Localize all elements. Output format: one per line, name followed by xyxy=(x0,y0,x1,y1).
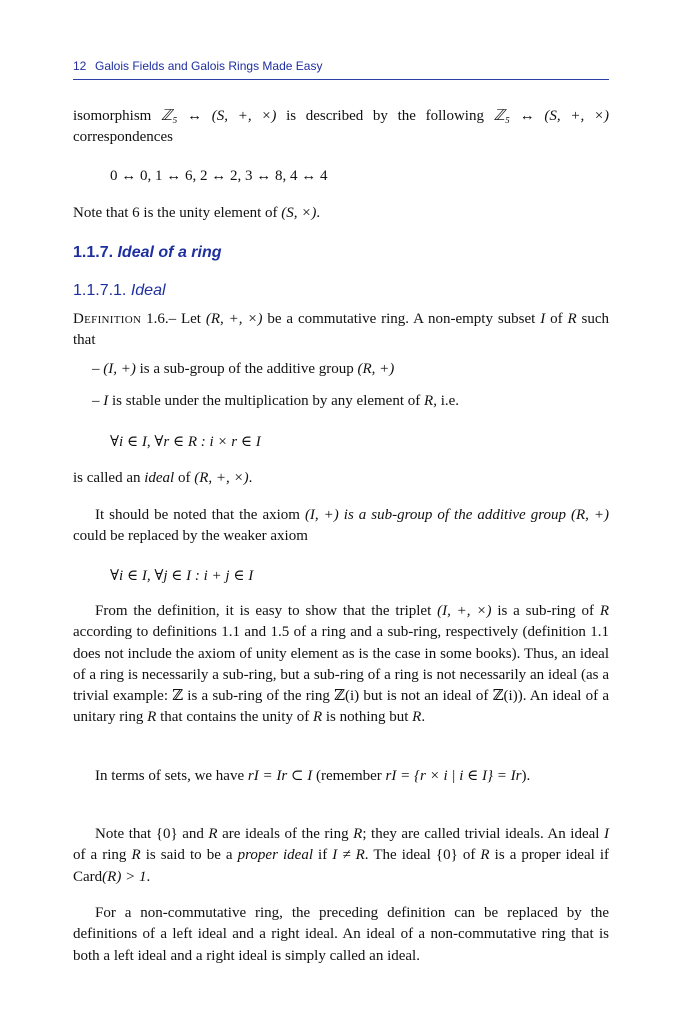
definition-label: Definition xyxy=(73,311,142,327)
paragraph-called-ideal: is called an ideal of (R, +, ×). xyxy=(73,470,253,486)
equation-correspondences: 0 ↔ 0, 1 ↔ 6, 2 ↔ 2, 3 ↔ 8, 4 ↔ 4 xyxy=(110,168,328,184)
subsection-heading: 1.1.7.1. Ideal xyxy=(73,282,166,299)
paragraph-sub-ring: From the definition, it is easy to show that the triplet (I, +, ×) is a sub-ring of R according to definitions 1.1 and 1.5 of a ring and a sub-ring, respectively (definition 1.1 does not include the axiom of unity element as is the case in some books). Thus, an ideal of a ring is necessarily a sub-ring, but a sub-ring of a ring is not necessarily an ideal (as a trivial example: ℤ is a sub-ring of the ring ℤ(i) but is not an ideal of ℤ(i)). An ideal of a unitary ring R that contains the unity of R is nothing but R. xyxy=(73,603,610,726)
equation-additive-closure: ∀i ∈ I, ∀j ∈ I : i + j ∈ I xyxy=(110,568,254,584)
paragraph-unity-note: Note that 6 is the unity element of (S, ×). xyxy=(73,205,321,221)
running-title: Galois Fields and Galois Rings Made Easy xyxy=(95,59,323,73)
paragraph-non-commutative: For a non-commutative ring, the preceding definition can be replaced by the definitions of a left ideal and a right ideal. An ideal of a non-commutative ring that is both a left ideal and a right ideal is simply called an ideal. xyxy=(73,905,609,964)
paragraph-isomorphism: isomorphism ℤ₅ ↔ (S, +, ×) is described by the following ℤ₅ ↔ (S, +, ×) correspondences xyxy=(73,108,609,146)
definition-paragraph: Definition 1.6.– Let (R, +, ×) be a commutative ring. A non-empty subset I of R such that xyxy=(73,311,609,349)
page-number: 12 xyxy=(73,59,87,73)
running-header xyxy=(73,58,609,80)
section-heading: 1.1.7. Ideal of a ring xyxy=(73,244,222,261)
equation-stability: ∀i ∈ I, ∀r ∈ R : i × r ∈ I xyxy=(110,434,261,450)
paragraph-sets: In terms of sets, we have rI = Ir ⊂ I (remember rI = {r × i | i ∈ I} = Ir). xyxy=(95,768,531,784)
paragraph-weaker-axiom: It should be noted that the axiom (I, +) is a sub-group of the additive group (R, +) could be replaced by the weaker axiom xyxy=(73,507,610,545)
list-item: – (I, +) is a sub-group of the additive group (R, +) xyxy=(92,361,395,377)
paragraph-trivial-ideals: Note that {0} and R are ideals of the ring R; they are called trivial ideals. An ideal I of a ring R is said to be a proper ideal if I ≠ R. The ideal {0} of R is a proper ideal if Card(R) > 1. xyxy=(73,826,610,885)
list-item: – I is stable under the multiplication by any element of R, i.e. xyxy=(92,393,460,409)
